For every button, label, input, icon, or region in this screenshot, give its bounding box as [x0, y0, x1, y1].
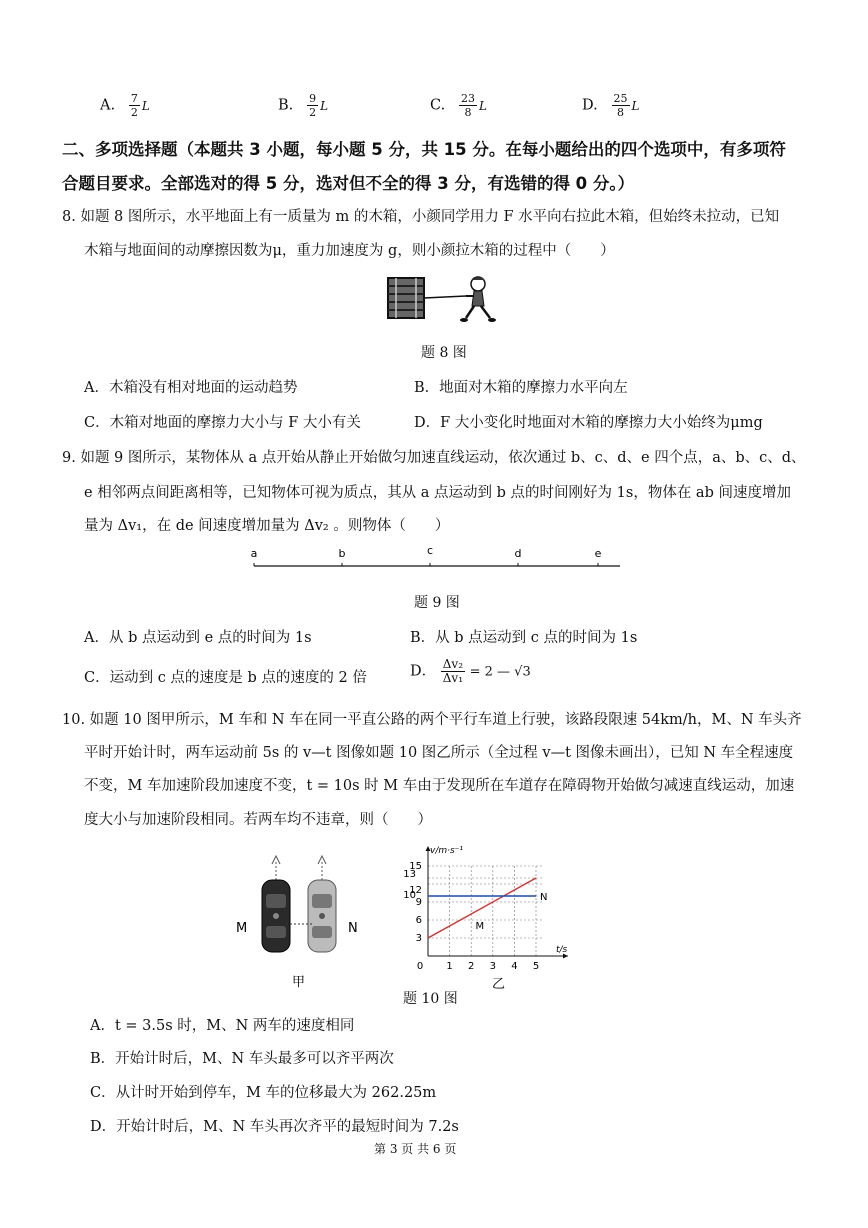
- q10-stem-line1: 10. 如题 10 图甲所示，M 车和 N 车在同一平直公路的两个平行车道上行驶，该路段限速 54km/h，M、N 车头齐: [62, 712, 802, 728]
- section-header-line2: 合题目要求。全部选对的得 5 分，选对但不全的得 3 分，有选错的得 0 分。）: [62, 174, 635, 193]
- section-header-line1: 二、多项选择题（本题共 3 小题，每小题 5 分，共 15 分。在每小题给出的四个选项中，有多项符: [62, 140, 786, 159]
- q10-stem-line4: 度大小与加速阶段相同。若两车均不违章，则（ ）: [84, 812, 432, 828]
- point-label-d: d: [514, 547, 522, 560]
- q10-figure-caption: 题 10 图: [403, 991, 458, 1007]
- x-tick-label: 4: [511, 961, 518, 972]
- q8-option-a: A．木箱没有相对地面的运动趋势: [84, 380, 298, 396]
- q8-stem-line1: 8. 如题 8 图所示，水平地面上有一质量为 m 的木箱，小颜同学用力 F 水平向右拉此木箱，但始终未拉动，已知: [62, 209, 780, 225]
- q8-option-c: C．木箱对地面的摩擦力大小与 F 大小有关: [84, 415, 361, 431]
- y-tick-label: 3: [415, 933, 422, 944]
- q9-stem-line2: e 相邻两点间距离相等，已知物体可视为质点，其从 a 点运动到 b 点的时间刚好为 1s，物体在 ab 间速度增加: [84, 485, 791, 501]
- q10-option-a: A．t = 3.5s 时，M、N 两车的速度相同: [90, 1018, 355, 1034]
- q8-figure-box-pull: [382, 274, 498, 328]
- car-n-label: N: [348, 921, 358, 936]
- q9-option-d: D． $\frac{\text{Δv₂}}{\text{Δv₁}}$ = 2 — √3: [410, 657, 531, 685]
- q7-option-b: B. $\frac{9}{2}$ L: [278, 92, 329, 119]
- q10-stem-line3: 不变，M 车加速阶段加速度不变，t = 10s 时 M 车由于发现所在车道存在障碍物开始做匀减速直线运动，加速: [84, 778, 795, 794]
- q8-stem-line2: 木箱与地面间的动摩擦因数为μ，重力加速度为 g，则小颜拉木箱的过程中（ ）: [84, 243, 615, 259]
- rope-icon: [424, 296, 466, 298]
- car-n-icon: [308, 880, 336, 952]
- q10-option-c: C．从计时开始到停车，M 车的位移最大为 262.25m: [90, 1085, 437, 1101]
- q8-option-d: D．F 大小变化时地面对木箱的摩擦力大小始终为μmg: [414, 415, 763, 431]
- point-label-e: e: [594, 547, 602, 560]
- q9-number-line: [246, 544, 626, 574]
- y-tick-label: 15: [409, 861, 422, 872]
- series-label-n: N: [540, 892, 548, 903]
- wooden-crate-icon: [388, 278, 424, 318]
- boy-pulling-icon: [460, 277, 496, 322]
- x-axis-label: t/s: [556, 945, 568, 955]
- y-tick-label: 12: [409, 885, 422, 896]
- car-m-label: M: [236, 921, 248, 936]
- x-tick-label: 5: [532, 961, 540, 972]
- x-tick-label: 1: [446, 961, 453, 972]
- x-tick-label: 2: [468, 961, 475, 972]
- point-label-a: a: [250, 547, 258, 560]
- y-tick-label: 13: [403, 869, 416, 880]
- page-footer: 第 3 页 共 6 页: [374, 1142, 457, 1156]
- y-axis-label: v/m·s⁻¹: [430, 846, 464, 856]
- q10-option-d: D．开始计时后，M、N 车头再次齐平的最短时间为 7.2s: [90, 1119, 459, 1135]
- q10-stem-line2: 平时开始计时，两车运动前 5s 的 v—t 图像如题 10 图乙所示（全过程 v—t 图像未画出），已知 N 车全程速度: [84, 745, 794, 761]
- q7-option-d: D. $\frac{25}{8}$ L: [582, 92, 640, 119]
- x-tick-label: 3: [489, 961, 496, 972]
- q9-figure-caption: 题 9 图: [414, 595, 460, 611]
- q9-stem-line1: 9. 如题 9 图所示，某物体从 a 点开始从静止开始做匀加速直线运动，依次通过 b、c、d、e 四个点，a、b、c、d、: [62, 450, 806, 466]
- q9-option-a: A．从 b 点运动到 e 点的时间为 1s: [84, 630, 312, 646]
- point-label-b: b: [338, 547, 346, 560]
- q10-figure-cars: [230, 852, 370, 992]
- point-label-c: c: [426, 544, 434, 557]
- y-tick-label: 6: [415, 915, 422, 926]
- q8-option-b: B．地面对木箱的摩擦力水平向左: [414, 380, 628, 396]
- y-tick-label: 10: [403, 890, 416, 901]
- q9-option-c: C．运动到 c 点的速度是 b 点的速度的 2 倍: [84, 670, 367, 686]
- x-tick-label: 0: [416, 961, 424, 972]
- y-tick-label: 9: [415, 897, 422, 908]
- q9-stem-line3: 量为 Δv₁，在 de 间速度增加量为 Δv₂ 。则物体（ ）: [84, 518, 450, 534]
- series-label-m: M: [475, 920, 485, 932]
- q7-option-c: C. $\frac{23}{8}$ L: [430, 92, 487, 119]
- car-m-icon: [262, 880, 290, 952]
- q9-option-b: B．从 b 点运动到 c 点的时间为 1s: [410, 630, 638, 646]
- arrow-up-icon: [318, 856, 326, 880]
- q8-figure-caption: 题 8 图: [421, 345, 467, 361]
- q7-option-a: A. $\frac{7}{2}$ L: [100, 92, 150, 119]
- q10-vt-chart: [396, 844, 616, 992]
- figure-a-label: 甲: [292, 975, 306, 990]
- arrow-up-icon: [272, 856, 280, 880]
- figure-b-label: 乙: [492, 977, 506, 992]
- q10-option-b: B．开始计时后，M、N 车头最多可以齐平两次: [90, 1051, 394, 1067]
